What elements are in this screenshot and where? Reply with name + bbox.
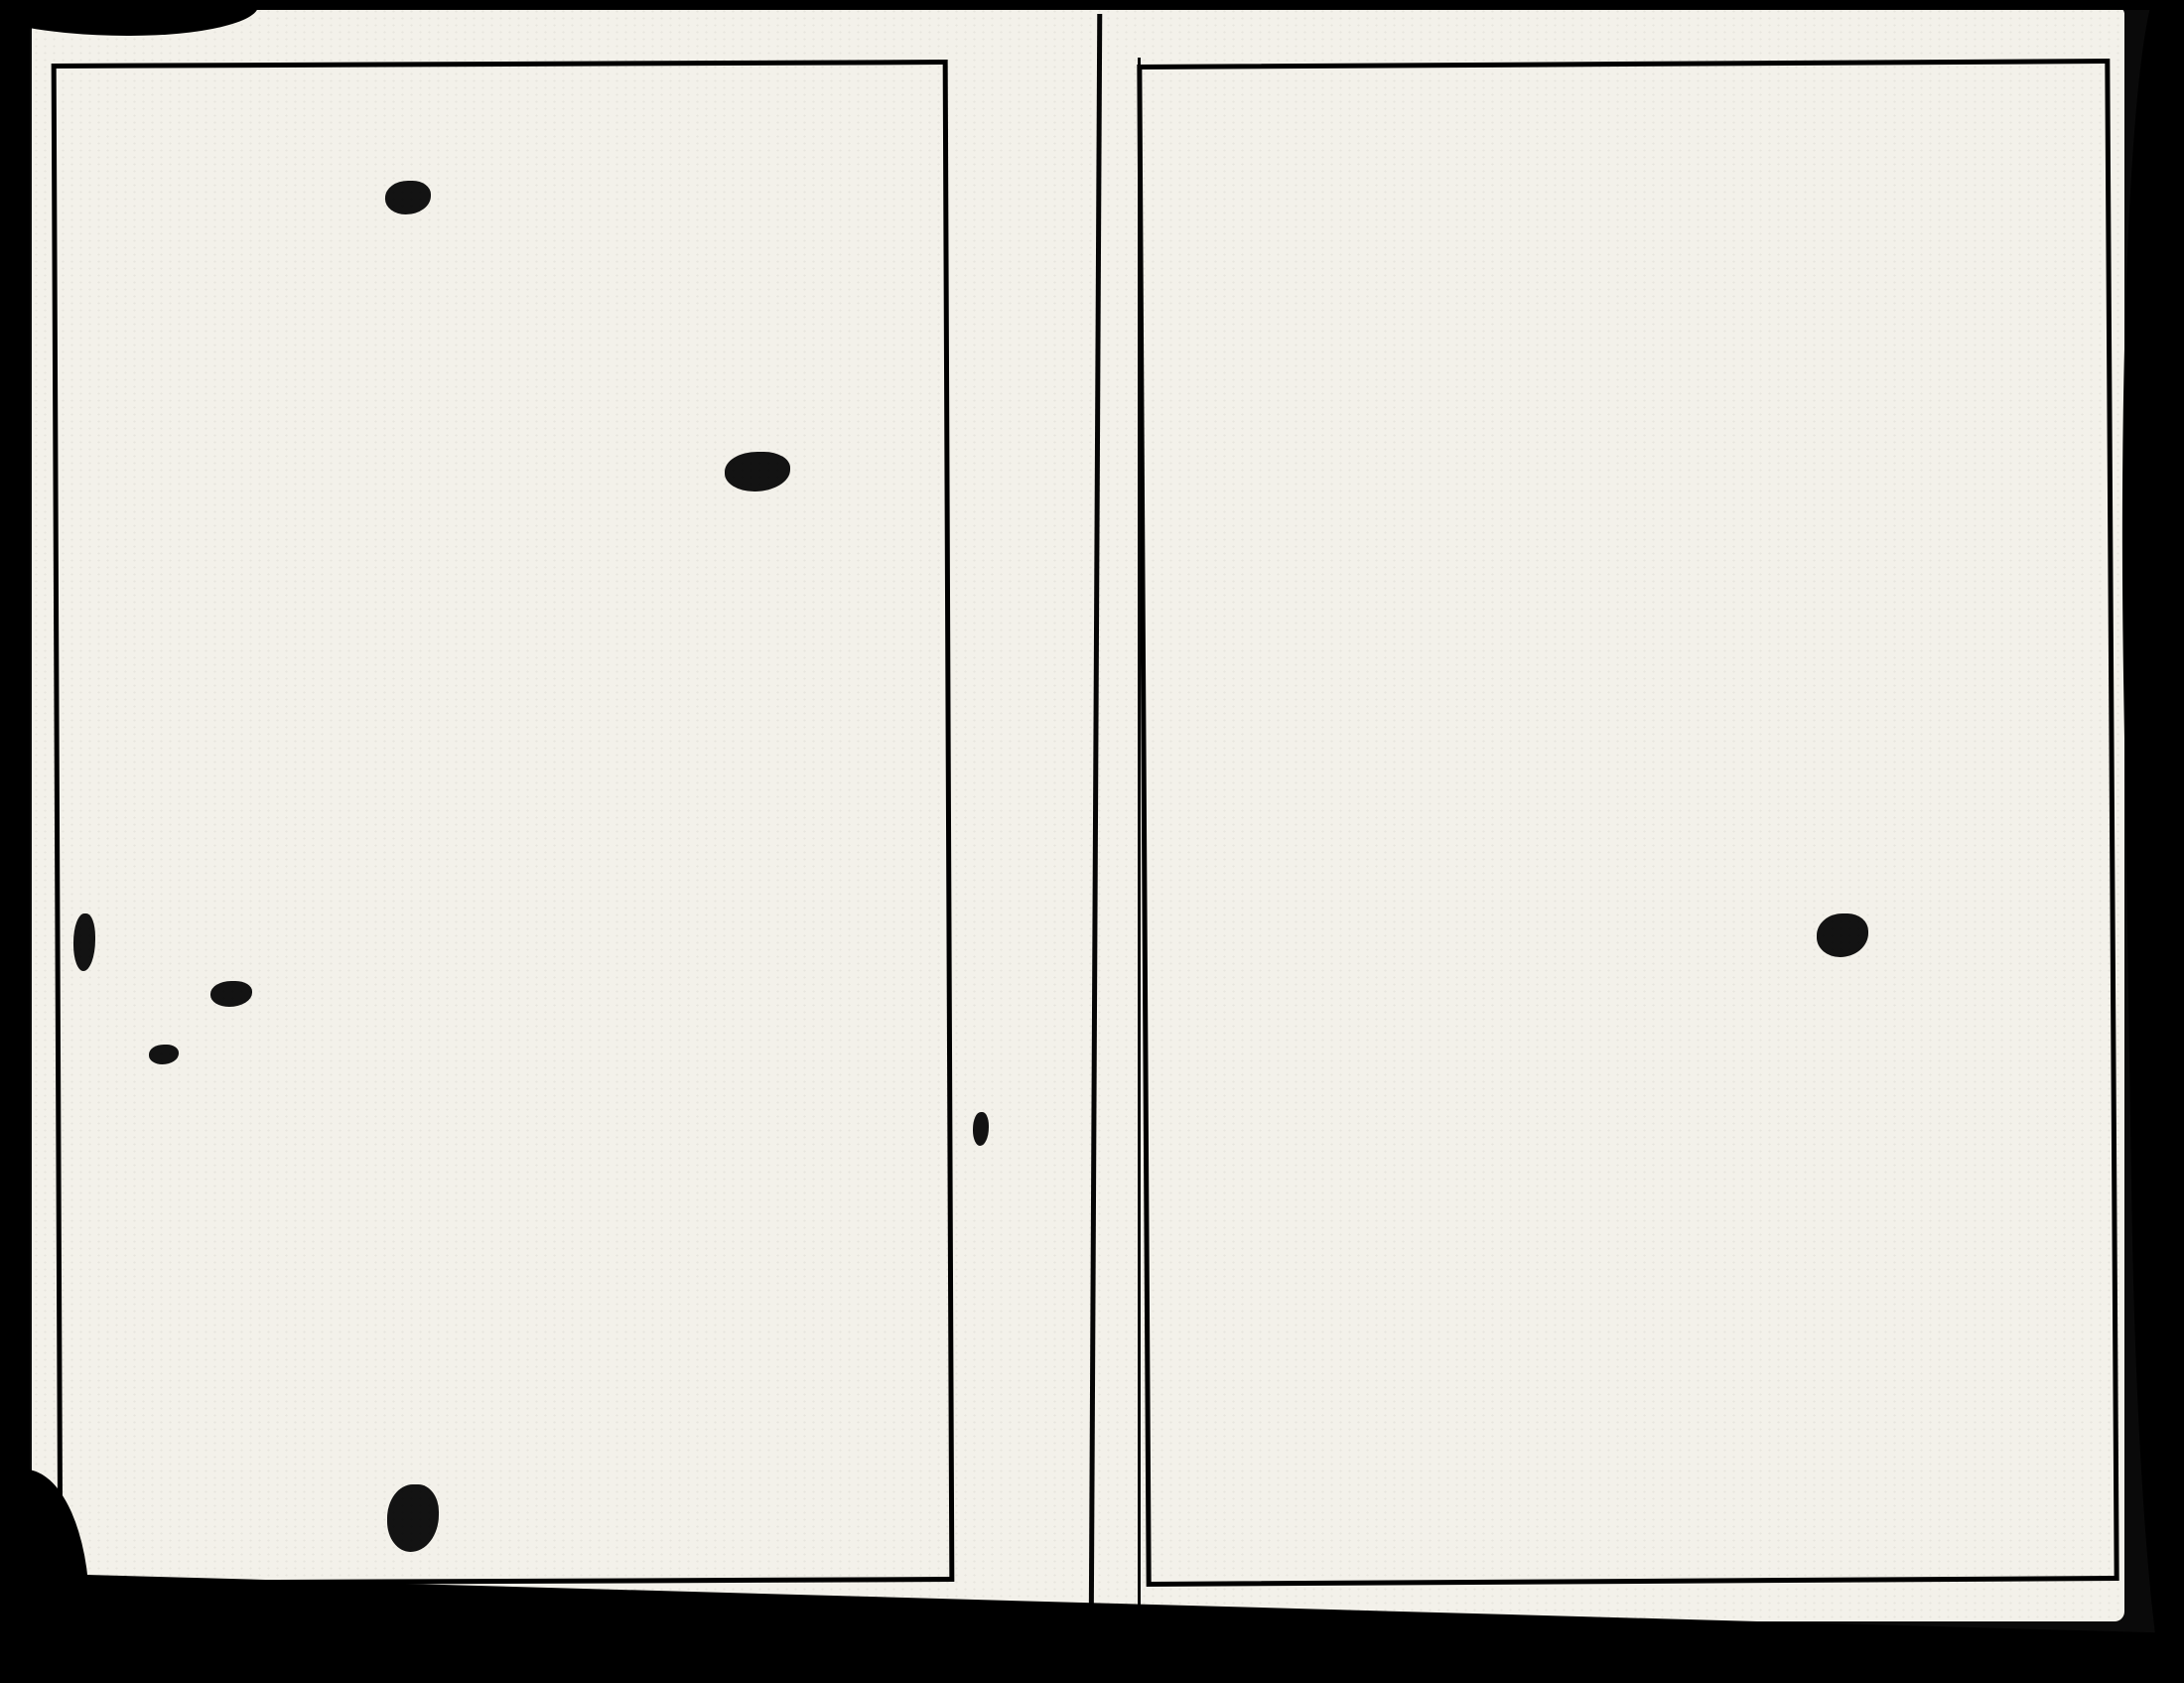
scan-edge bbox=[0, 0, 30, 1683]
left-table bbox=[52, 60, 955, 1586]
right-table bbox=[1137, 59, 2118, 1587]
scan-edge bbox=[0, 0, 2184, 10]
binding-gutter bbox=[1138, 58, 1141, 1616]
